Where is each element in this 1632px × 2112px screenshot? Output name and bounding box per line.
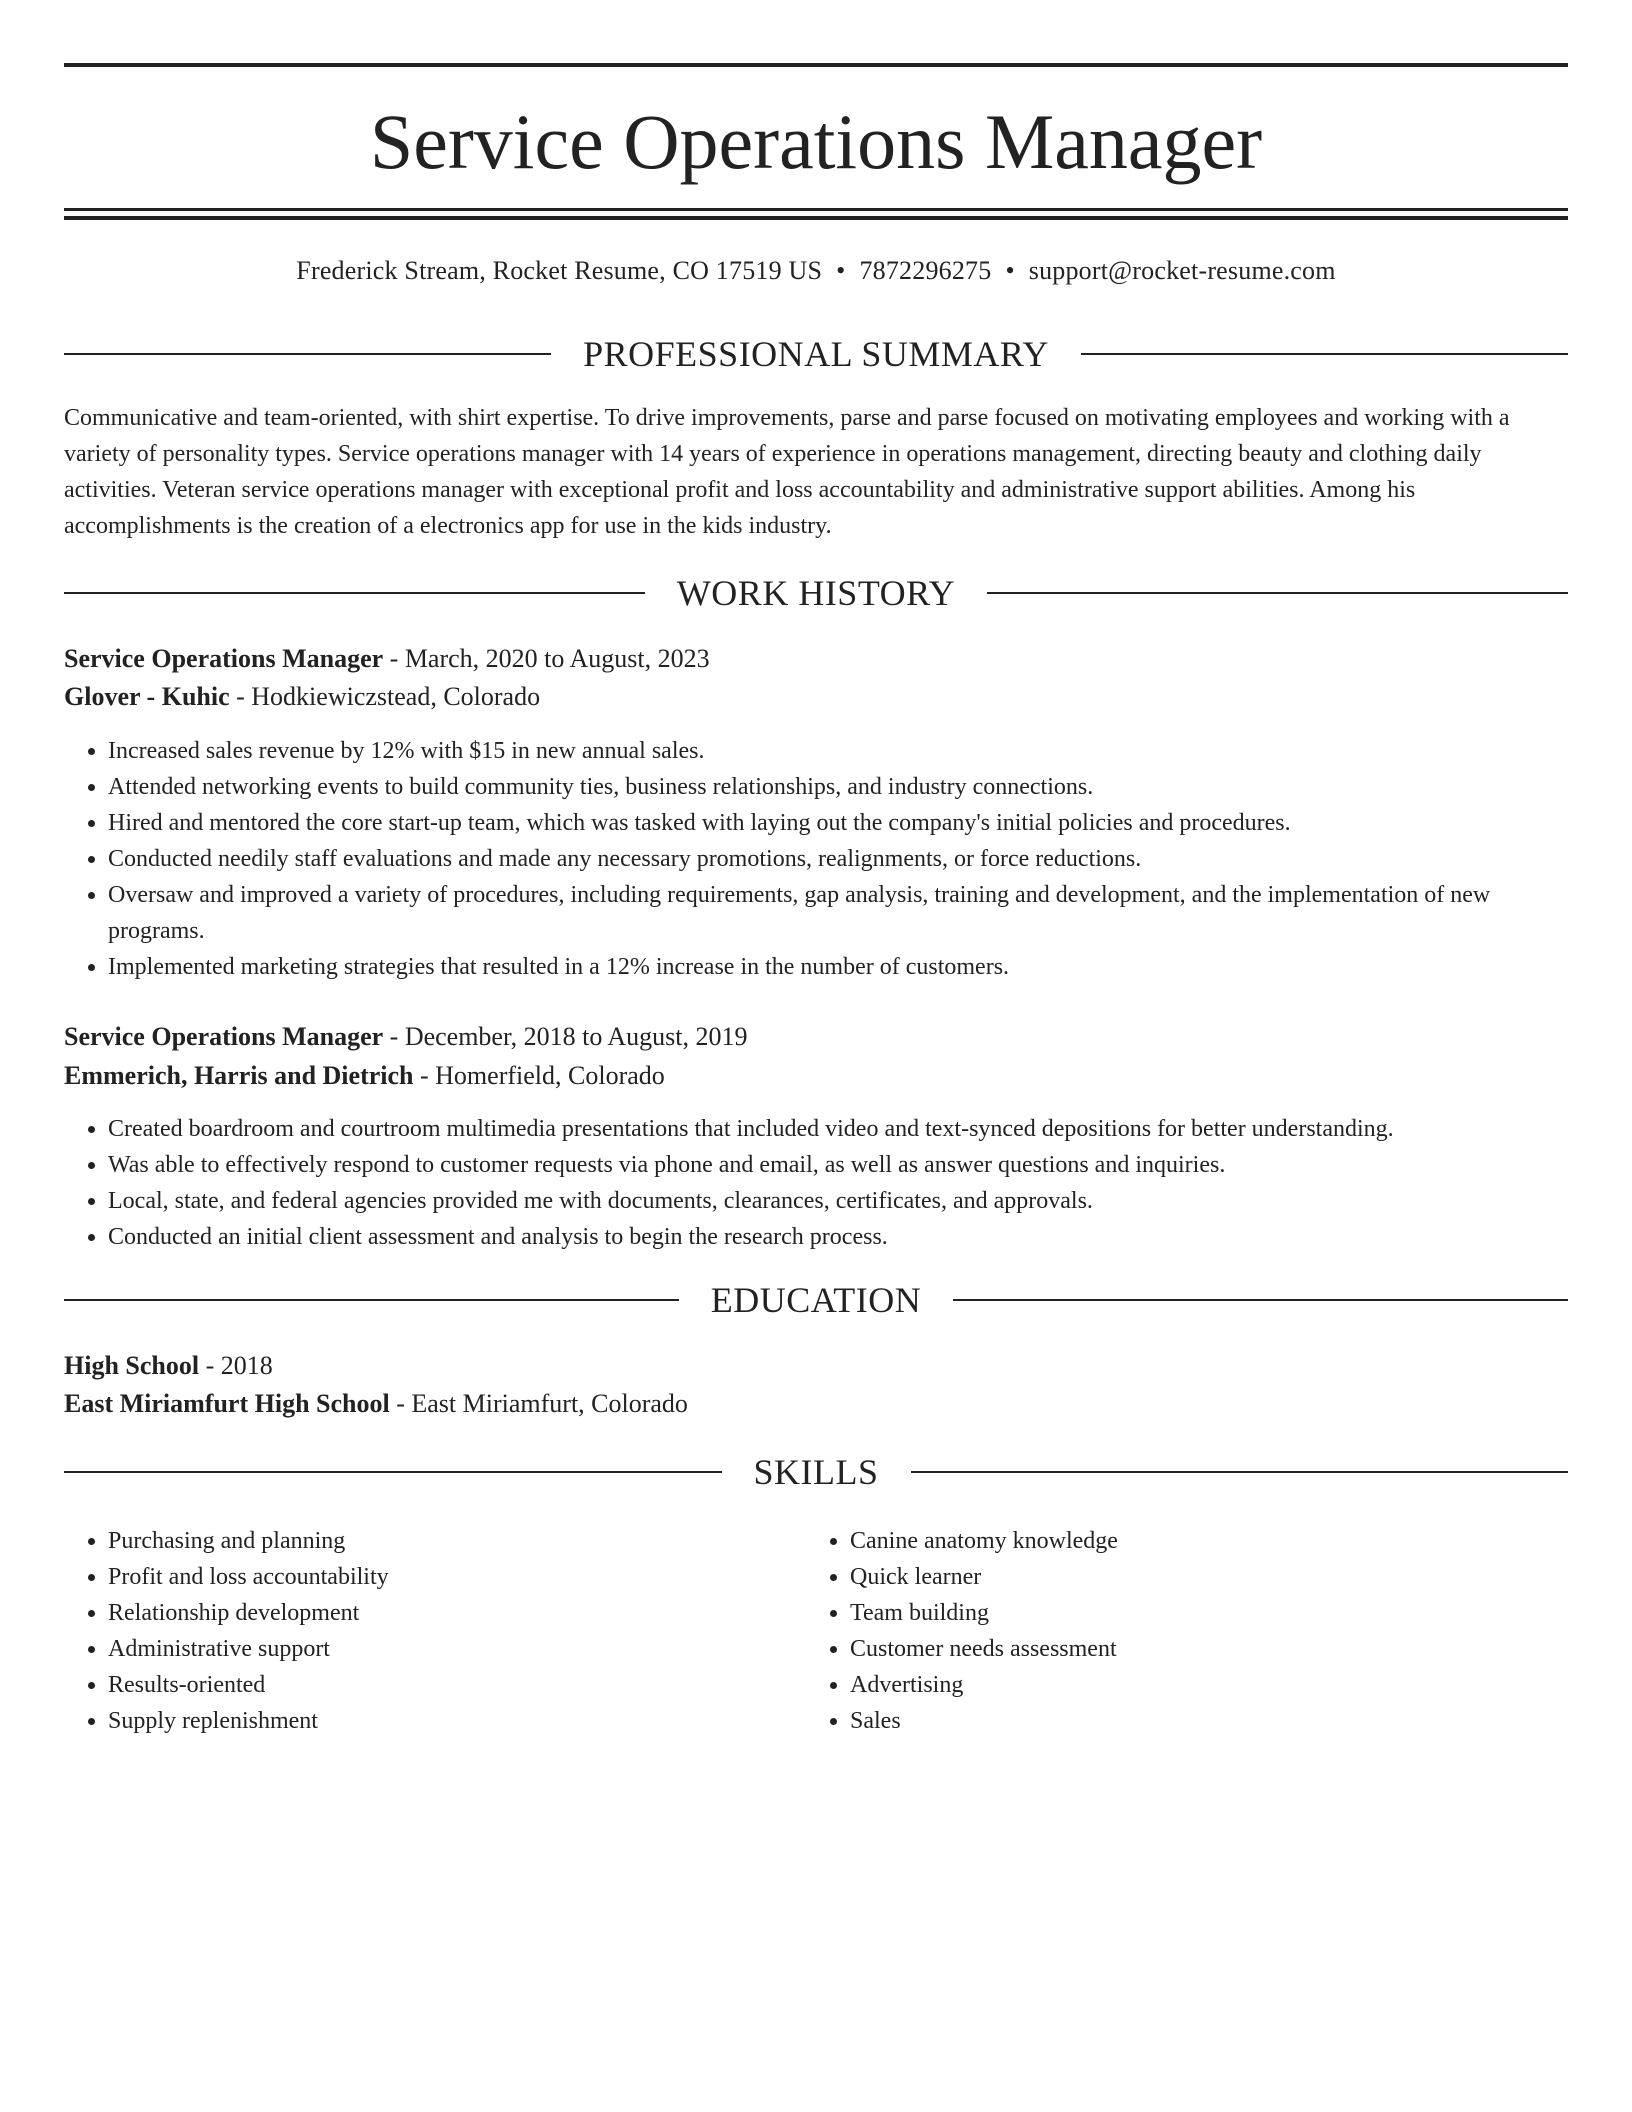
list-item: • Administrative support [108, 1631, 808, 1667]
job-company: Emmerich, Harris and Dietrich [64, 1061, 414, 1090]
section-rule-left [64, 1471, 722, 1473]
section-header-summary [64, 334, 1568, 374]
education-location: - East Miriamfurt, Colorado [389, 1389, 688, 1418]
section-rule-right [1081, 353, 1568, 355]
list-item: • Relationship development [108, 1595, 808, 1631]
list-item: • Increased sales revenue by 12% with $15 in new annual sales. [108, 733, 1568, 769]
section-rule-right [953, 1299, 1568, 1301]
contact-phone: 7872296275 [859, 256, 992, 285]
contact-separator: • [1005, 256, 1015, 285]
education-school: East Miriamfurt High School [64, 1389, 390, 1418]
list-item: • Hired and mentored the core start-up team, which was tasked with laying out the company's initial policies and procedures. [108, 805, 1568, 841]
education-year: - 2018 [199, 1351, 273, 1380]
list-item: • Sales [850, 1703, 1550, 1739]
list-item: • Results-oriented [108, 1667, 808, 1703]
education-degree: High School [64, 1351, 200, 1380]
summary-text: Communicative and team-oriented, with shirt expertise. To drive improvements, parse and parse focused on motivating employees and working with a variety of personality types. Service operations manager with 14 years of experience in operations management, directing beauty and clothing daily activities. Veteran service operations manager with exceptional profit and loss accountability and administrative support abilities. Among his accomplishments is the creation of a electronics app for use in the kids industry. [64, 405, 1510, 539]
list-item: • Quick learner [850, 1559, 1550, 1595]
section-rule-left [64, 592, 645, 594]
list-item: • Created boardroom and courtroom multimedia presentations that included video and text-synced depositions for better understanding. [108, 1111, 1568, 1147]
section-rule-left [64, 353, 551, 355]
section-header-skills [64, 1452, 1568, 1492]
job-location: - Hodkiewiczstead, Colorado [229, 682, 541, 711]
list-item: • Attended networking events to build community ties, business relationships, and industry connections. [108, 769, 1568, 805]
section-header-education [64, 1280, 1568, 1320]
job-bullets [64, 1111, 1568, 1255]
section-title-education: EDUCATION [710, 1280, 922, 1320]
education-degree-line [64, 1348, 1568, 1384]
job-title: Service Operations Manager [64, 1022, 384, 1051]
job-company-line [64, 1058, 1568, 1094]
list-item: • Purchasing and planning [108, 1523, 808, 1559]
list-item: • Profit and loss accountability [108, 1559, 808, 1595]
header-bottom-rule-thin [64, 208, 1568, 211]
job-company: Glover - Kuhic [64, 682, 230, 711]
resume-title: Service Operations Manager [369, 98, 1263, 185]
list-item: • Team building [850, 1595, 1550, 1631]
contact-separator: • [836, 256, 846, 285]
contact-address: Frederick Stream, Rocket Resume, CO 17519 US [296, 256, 823, 285]
education-school-line [64, 1386, 1568, 1422]
header-bottom-rule-thick [64, 216, 1568, 220]
list-item: • Advertising [850, 1667, 1550, 1703]
list-item: • Canine anatomy knowledge [850, 1523, 1550, 1559]
skills-list-right [806, 1523, 1550, 1739]
job-title: Service Operations Manager [64, 644, 384, 673]
skills-list-left [64, 1523, 808, 1739]
list-item: • Was able to effectively respond to customer requests via phone and email, as well as answer questions and inquiries. [108, 1147, 1568, 1183]
list-item: • Oversaw and improved a variety of procedures, including requirements, gap analysis, training and development, and the implementation of new programs. [108, 877, 1568, 949]
job-title-line [64, 641, 1568, 677]
section-rule-left [64, 1299, 679, 1301]
contact-line [64, 254, 1568, 288]
section-header-work [64, 573, 1568, 613]
contact-email: support@rocket-resume.com [1028, 256, 1336, 285]
list-item: • Conducted needily staff evaluations and made any necessary promotions, realignments, or force reductions. [108, 841, 1568, 877]
section-rule-right [987, 592, 1568, 594]
section-rule-right [911, 1471, 1569, 1473]
list-item: • Conducted an initial client assessment and analysis to begin the research process. [108, 1219, 1568, 1255]
list-item: • Local, state, and federal agencies provided me with documents, clearances, certificates, and approvals. [108, 1183, 1568, 1219]
job-company-line [64, 679, 1568, 715]
job-title-line [64, 1019, 1568, 1055]
section-title-work: WORK HISTORY [676, 573, 956, 613]
section-title-summary: PROFESSIONAL SUMMARY [583, 334, 1049, 374]
job-dates: - December, 2018 to August, 2019 [383, 1022, 748, 1051]
header-top-rule [64, 63, 1568, 67]
list-item: • Implemented marketing strategies that resulted in a 12% increase in the number of customers. [108, 949, 1568, 985]
job-bullets [64, 733, 1568, 985]
list-item: • Supply replenishment [108, 1703, 808, 1739]
job-dates: - March, 2020 to August, 2023 [383, 644, 710, 673]
section-title-skills: SKILLS [753, 1452, 879, 1492]
job-location: - Homerfield, Colorado [413, 1061, 665, 1090]
list-item: • Customer needs assessment [850, 1631, 1550, 1667]
